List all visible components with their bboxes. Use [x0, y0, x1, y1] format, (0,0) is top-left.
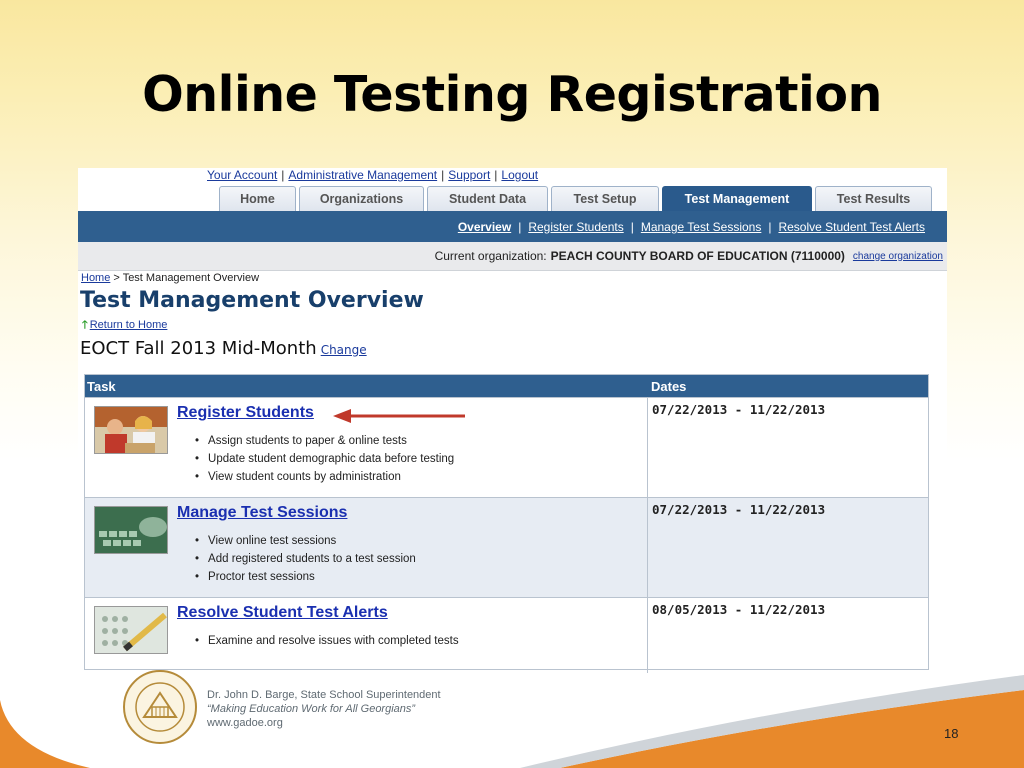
subnav-register-students[interactable]: Register Students [528, 219, 624, 234]
subnav-manage-test-sessions[interactable]: Manage Test Sessions [640, 219, 762, 234]
administration-name: EOCT Fall 2013 Mid-Month [80, 338, 317, 359]
keyboard-photo-thumbnail [94, 506, 168, 554]
slide-title: Online Testing Registration [142, 66, 882, 123]
top-links: Your Account | Administrative Management | Support | Logout [207, 168, 539, 182]
task-table [84, 374, 929, 670]
logout-link[interactable]: Logout [501, 168, 539, 182]
row-dates: 07/22/2013 - 11/22/2013 [652, 402, 826, 417]
website-line: www.gadoe.org [207, 717, 283, 729]
administrative-management-link[interactable]: Administrative Management [288, 168, 438, 182]
task-bullets [195, 532, 416, 586]
register-students-link[interactable]: Register Students [177, 404, 314, 421]
resolve-alerts-link[interactable]: Resolve Student Test Alerts [177, 604, 388, 621]
list-item: • View student counts by administration [195, 468, 454, 486]
red-arrow-icon [333, 408, 468, 424]
breadcrumb-home[interactable]: Home [81, 272, 111, 284]
tab-test-management[interactable]: Test Management [662, 186, 812, 211]
task-bullets [195, 432, 454, 486]
table-row [85, 397, 928, 497]
breadcrumb-current: > Test Management Overview [113, 272, 260, 284]
breadcrumb [81, 272, 259, 284]
tab-test-setup[interactable]: Test Setup [551, 186, 659, 211]
change-administration-link[interactable]: Change [320, 343, 367, 357]
return-home [82, 316, 167, 335]
tab-organizations[interactable]: Organizations [299, 186, 424, 211]
list-item: • Add registered students to a test session [195, 550, 416, 568]
page-number: 18 [944, 726, 959, 741]
return-home-link[interactable]: Return to Home [89, 319, 168, 331]
header-dates: Dates [651, 378, 687, 394]
motto-line: “Making Education Work for All Georgians” [207, 703, 416, 715]
org-label: Current organization: [434, 249, 547, 263]
support-link[interactable]: Support [448, 168, 491, 182]
students-photo-thumbnail [94, 406, 168, 454]
subnav-overview[interactable]: Overview [457, 219, 512, 234]
task-bullets [195, 632, 459, 650]
page-heading: Test Management Overview [80, 288, 424, 313]
sub-navigation: Overview | Register Students | Manage Test Sessions | Resolve Student Test Alerts [78, 211, 947, 242]
department-seal-icon [122, 669, 198, 745]
row-dates: 07/22/2013 - 11/22/2013 [652, 502, 826, 517]
subnav-resolve-alerts[interactable]: Resolve Student Test Alerts [778, 219, 925, 234]
superintendent-line: Dr. John D. Barge, State School Superintendent [207, 689, 441, 701]
your-account-link[interactable]: Your Account [207, 168, 278, 182]
table-header [85, 375, 928, 397]
row-dates: 08/05/2013 - 11/22/2013 [652, 602, 826, 617]
table-row [85, 497, 928, 597]
manage-test-sessions-link[interactable]: Manage Test Sessions [177, 504, 348, 521]
list-item: • View online test sessions [195, 532, 416, 550]
header-task: Task [87, 378, 116, 394]
main-tabs [219, 186, 932, 211]
organization-bar [78, 242, 947, 271]
tab-test-results[interactable]: Test Results [815, 186, 932, 211]
org-name: PEACH COUNTY BOARD OF EDUCATION (7110000) [550, 249, 845, 263]
list-item: • Proctor test sessions [195, 568, 416, 586]
up-arrow-icon: 🡑 [82, 319, 88, 331]
list-item: • Assign students to paper & online tests [195, 432, 454, 450]
screenshot-panel [78, 168, 947, 673]
tab-home[interactable]: Home [219, 186, 296, 211]
footer-text [207, 688, 441, 730]
list-item: • Update student demographic data before testing [195, 450, 454, 468]
change-organization-link[interactable]: change organization [852, 250, 943, 262]
list-item: • Examine and resolve issues with completed tests [195, 632, 459, 650]
tab-student-data[interactable]: Student Data [427, 186, 548, 211]
answer-sheet-thumbnail [94, 606, 168, 654]
administration-title [80, 338, 367, 359]
